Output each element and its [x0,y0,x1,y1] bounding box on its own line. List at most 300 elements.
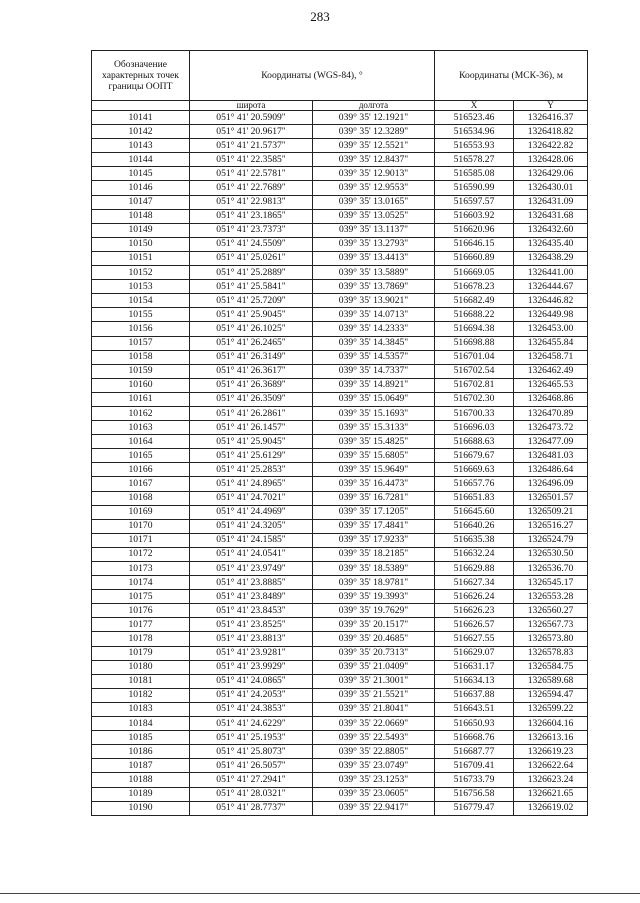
x-coord: 516631.17 [435,660,514,674]
y-coord: 1326553.28 [514,590,588,604]
x-coord: 516650.93 [435,717,514,731]
x-coord: 516603.92 [435,209,514,223]
longitude: 039° 35' 12.9553" [313,181,435,195]
longitude: 039° 35' 23.1253" [313,773,435,787]
latitude: 051° 41' 25.7209" [190,294,313,308]
latitude: 051° 41' 26.1457" [190,421,313,435]
table-row [92,350,588,364]
latitude: 051° 41' 26.3509" [190,392,313,406]
y-coord: 1326589.68 [514,674,588,688]
longitude: 039° 35' 13.9021" [313,294,435,308]
latitude: 051° 41' 25.2853" [190,463,313,477]
y-coord: 1326441.00 [514,266,588,280]
y-coord: 1326465.53 [514,378,588,392]
point-id: 10187 [92,759,190,773]
table-row [92,195,588,209]
latitude: 051° 41' 25.5841" [190,280,313,294]
table-row [92,646,588,660]
point-id: 10141 [92,111,190,125]
latitude: 051° 41' 24.3853" [190,702,313,716]
table-row [92,702,588,716]
latitude: 051° 41' 24.6229" [190,717,313,731]
point-id: 10182 [92,688,190,702]
latitude: 051° 41' 26.2861" [190,406,313,420]
longitude: 039° 35' 21.5521" [313,688,435,702]
point-id: 10155 [92,308,190,322]
latitude: 051° 41' 23.7373" [190,223,313,237]
latitude: 051° 41' 25.6129" [190,449,313,463]
x-coord: 516682.49 [435,294,514,308]
latitude: 051° 41' 23.8453" [190,604,313,618]
point-id: 10145 [92,167,190,181]
latitude: 051° 41' 24.0541" [190,547,313,561]
y-coord: 1326444.67 [514,280,588,294]
table-row [92,125,588,139]
longitude: 039° 35' 18.9781" [313,576,435,590]
x-coord: 516629.88 [435,562,514,576]
latitude: 051° 41' 24.3205" [190,519,313,533]
latitude: 051° 41' 25.0261" [190,251,313,265]
x-coord: 516756.58 [435,787,514,801]
table-row [92,336,588,350]
y-coord: 1326509.21 [514,505,588,519]
longitude: 039° 35' 23.0605" [313,787,435,801]
x-coord: 516645.60 [435,505,514,519]
longitude: 039° 35' 23.0749" [313,759,435,773]
latitude: 051° 41' 24.2053" [190,688,313,702]
latitude: 051° 41' 26.3149" [190,350,313,364]
longitude: 039° 35' 15.1693" [313,406,435,420]
y-coord: 1326432.60 [514,223,588,237]
longitude: 039° 35' 15.3133" [313,421,435,435]
point-id: 10174 [92,576,190,590]
longitude: 039° 35' 16.7281" [313,491,435,505]
x-coord: 516626.23 [435,604,514,618]
longitude: 039° 35' 13.2793" [313,237,435,251]
latitude: 051° 41' 24.7021" [190,491,313,505]
longitude: 039° 35' 15.9649" [313,463,435,477]
table-row [92,491,588,505]
header-longitude: долгота [313,101,435,111]
x-coord: 516698.88 [435,336,514,350]
latitude: 051° 41' 22.9813" [190,195,313,209]
longitude: 039° 35' 13.0165" [313,195,435,209]
longitude: 039° 35' 20.4685" [313,632,435,646]
x-coord: 516702.54 [435,364,514,378]
y-coord: 1326435.40 [514,237,588,251]
longitude: 039° 35' 15.4825" [313,435,435,449]
latitude: 051° 41' 24.1585" [190,533,313,547]
table-row [92,223,588,237]
latitude: 051° 41' 28.7737" [190,801,313,815]
point-id: 10158 [92,350,190,364]
point-id: 10154 [92,294,190,308]
point-id: 10152 [92,266,190,280]
x-coord: 516733.79 [435,773,514,787]
y-coord: 1326619.02 [514,801,588,815]
table-row [92,294,588,308]
header-blank [92,101,190,111]
table-row [92,421,588,435]
table-row [92,364,588,378]
page-number: 283 [310,9,330,24]
x-coord: 516627.34 [435,576,514,590]
table-row [92,477,588,491]
latitude: 051° 41' 24.8965" [190,477,313,491]
longitude: 039° 35' 14.5357" [313,350,435,364]
y-coord: 1326431.68 [514,209,588,223]
table-row [92,590,588,604]
table-row [92,505,588,519]
x-coord: 516660.89 [435,251,514,265]
longitude: 039° 35' 22.9417" [313,801,435,815]
latitude: 051° 41' 23.9281" [190,646,313,660]
y-coord: 1326584.75 [514,660,588,674]
latitude: 051° 41' 23.8489" [190,590,313,604]
x-coord: 516632.24 [435,547,514,561]
latitude: 051° 41' 27.2941" [190,773,313,787]
table-row [92,406,588,420]
y-coord: 1326470.89 [514,406,588,420]
longitude: 039° 35' 13.4413" [313,251,435,265]
point-id: 10151 [92,251,190,265]
point-id: 10171 [92,533,190,547]
latitude: 051° 41' 23.1865" [190,209,313,223]
table-row [92,139,588,153]
point-id: 10147 [92,195,190,209]
point-id: 10181 [92,674,190,688]
table-row [92,759,588,773]
longitude: 039° 35' 14.3845" [313,336,435,350]
point-id: 10177 [92,618,190,632]
table-row [92,660,588,674]
x-coord: 516679.67 [435,449,514,463]
header-wgs84: Координаты (WGS-84), ° [190,51,435,101]
y-coord: 1326428.06 [514,153,588,167]
longitude: 039° 35' 13.1137" [313,223,435,237]
y-coord: 1326453.00 [514,322,588,336]
header-latitude: широта [190,101,313,111]
point-id: 10146 [92,181,190,195]
longitude: 039° 35' 13.0525" [313,209,435,223]
point-id: 10184 [92,717,190,731]
point-id: 10179 [92,646,190,660]
x-coord: 516585.08 [435,167,514,181]
y-coord: 1326573.80 [514,632,588,646]
longitude: 039° 35' 12.5521" [313,139,435,153]
x-coord: 516701.04 [435,350,514,364]
longitude: 039° 35' 21.0409" [313,660,435,674]
header-x: X [435,101,514,111]
table-row [92,632,588,646]
table-row [92,773,588,787]
table-row [92,576,588,590]
table-row [92,308,588,322]
header-designation: Обозначение характерных точек границы ООПТ [92,51,190,101]
latitude: 051° 41' 23.8813" [190,632,313,646]
table-row [92,181,588,195]
table-row [92,111,588,125]
table-row [92,604,588,618]
y-coord: 1326613.16 [514,731,588,745]
x-coord: 516700.33 [435,406,514,420]
x-coord: 516669.05 [435,266,514,280]
latitude: 051° 41' 25.8073" [190,745,313,759]
x-coord: 516634.13 [435,674,514,688]
table-row [92,449,588,463]
y-coord: 1326545.17 [514,576,588,590]
point-id: 10161 [92,392,190,406]
longitude: 039° 35' 17.9233" [313,533,435,547]
x-coord: 516597.57 [435,195,514,209]
latitude: 051° 41' 23.8525" [190,618,313,632]
longitude: 039° 35' 12.9013" [313,167,435,181]
table-row [92,745,588,759]
table-row [92,237,588,251]
latitude: 051° 41' 24.0865" [190,674,313,688]
y-coord: 1326536.70 [514,562,588,576]
longitude: 039° 35' 15.6805" [313,449,435,463]
y-coord: 1326462.49 [514,364,588,378]
x-coord: 516640.26 [435,519,514,533]
table-row [92,674,588,688]
point-id: 10173 [92,562,190,576]
table-row [92,209,588,223]
x-coord: 516688.22 [435,308,514,322]
longitude: 039° 35' 22.5493" [313,731,435,745]
y-coord: 1326594.47 [514,688,588,702]
point-id: 10180 [92,660,190,674]
longitude: 039° 35' 13.5889" [313,266,435,280]
point-id: 10148 [92,209,190,223]
latitude: 051° 41' 26.3689" [190,378,313,392]
table-row [92,731,588,745]
longitude: 039° 35' 16.4473" [313,477,435,491]
point-id: 10160 [92,378,190,392]
point-id: 10170 [92,519,190,533]
latitude: 051° 41' 25.1953" [190,731,313,745]
y-coord: 1326418.82 [514,125,588,139]
table-row [92,167,588,181]
longitude: 039° 35' 14.8921" [313,378,435,392]
table-row [92,547,588,561]
table-row [92,322,588,336]
point-id: 10149 [92,223,190,237]
point-id: 10163 [92,421,190,435]
x-coord: 516590.99 [435,181,514,195]
bottom-rule [0,893,640,894]
table-row [92,533,588,547]
x-coord: 516643.51 [435,702,514,716]
point-id: 10156 [92,322,190,336]
latitude: 051° 41' 24.4969" [190,505,313,519]
y-coord: 1326622.64 [514,759,588,773]
x-coord: 516651.83 [435,491,514,505]
table-row [92,618,588,632]
point-id: 10185 [92,731,190,745]
point-id: 10188 [92,773,190,787]
table-row [92,519,588,533]
longitude: 039° 35' 12.8437" [313,153,435,167]
point-id: 10186 [92,745,190,759]
table-row [92,280,588,294]
longitude: 039° 35' 20.7313" [313,646,435,660]
longitude: 039° 35' 14.0713" [313,308,435,322]
y-coord: 1326446.82 [514,294,588,308]
point-id: 10162 [92,406,190,420]
table-row [92,562,588,576]
point-id: 10144 [92,153,190,167]
x-coord: 516626.24 [435,590,514,604]
x-coord: 516627.55 [435,632,514,646]
longitude: 039° 35' 21.8041" [313,702,435,716]
longitude: 039° 35' 12.3289" [313,125,435,139]
latitude: 051° 41' 22.3585" [190,153,313,167]
point-id: 10167 [92,477,190,491]
x-coord: 516635.38 [435,533,514,547]
table-row [92,153,588,167]
x-coord: 516553.93 [435,139,514,153]
latitude: 051° 41' 22.7689" [190,181,313,195]
y-coord: 1326486.64 [514,463,588,477]
longitude: 039° 35' 21.3001" [313,674,435,688]
y-coord: 1326619.23 [514,745,588,759]
y-coord: 1326621.65 [514,787,588,801]
point-id: 10166 [92,463,190,477]
y-coord: 1326458.71 [514,350,588,364]
x-coord: 516534.96 [435,125,514,139]
latitude: 051° 41' 26.1025" [190,322,313,336]
y-coord: 1326422.82 [514,139,588,153]
table-row [92,266,588,280]
latitude: 051° 41' 23.9929" [190,660,313,674]
x-coord: 516620.96 [435,223,514,237]
y-coord: 1326599.22 [514,702,588,716]
x-coord: 516637.88 [435,688,514,702]
y-coord: 1326578.83 [514,646,588,660]
y-coord: 1326530.50 [514,547,588,561]
x-coord: 516694.38 [435,322,514,336]
y-coord: 1326429.06 [514,167,588,181]
y-coord: 1326473.72 [514,421,588,435]
y-coord: 1326501.57 [514,491,588,505]
table-row [92,717,588,731]
x-coord: 516688.63 [435,435,514,449]
x-coord: 516646.15 [435,237,514,251]
longitude: 039° 35' 14.7337" [313,364,435,378]
latitude: 051° 41' 26.5057" [190,759,313,773]
y-coord: 1326438.29 [514,251,588,265]
latitude: 051° 41' 23.9749" [190,562,313,576]
y-coord: 1326623.24 [514,773,588,787]
y-coord: 1326477.09 [514,435,588,449]
x-coord: 516702.30 [435,392,514,406]
point-id: 10164 [92,435,190,449]
point-id: 10189 [92,787,190,801]
x-coord: 516657.76 [435,477,514,491]
point-id: 10172 [92,547,190,561]
y-coord: 1326516.27 [514,519,588,533]
longitude: 039° 35' 14.2333" [313,322,435,336]
latitude: 051° 41' 25.9045" [190,435,313,449]
x-coord: 516626.57 [435,618,514,632]
table-row [92,392,588,406]
longitude: 039° 35' 17.4841" [313,519,435,533]
point-id: 10165 [92,449,190,463]
longitude: 039° 35' 19.7629" [313,604,435,618]
latitude: 051° 41' 26.2465" [190,336,313,350]
latitude: 051° 41' 26.3617" [190,364,313,378]
y-coord: 1326481.03 [514,449,588,463]
point-id: 10153 [92,280,190,294]
latitude: 051° 41' 25.2889" [190,266,313,280]
latitude: 051° 41' 24.5509" [190,237,313,251]
table-row [92,463,588,477]
y-coord: 1326455.84 [514,336,588,350]
point-id: 10159 [92,364,190,378]
header-y: Y [514,101,588,111]
longitude: 039° 35' 13.7869" [313,280,435,294]
y-coord: 1326416.37 [514,111,588,125]
table-row [92,435,588,449]
latitude: 051° 41' 21.5737" [190,139,313,153]
header-msk36: Координаты (МСК-36), м [435,51,588,101]
x-coord: 516709.41 [435,759,514,773]
longitude: 039° 35' 19.3993" [313,590,435,604]
point-id: 10168 [92,491,190,505]
y-coord: 1326430.01 [514,181,588,195]
latitude: 051° 41' 28.0321" [190,787,313,801]
point-id: 10157 [92,336,190,350]
x-coord: 516779.47 [435,801,514,815]
table-row [92,787,588,801]
longitude: 039° 35' 18.5389" [313,562,435,576]
x-coord: 516696.03 [435,421,514,435]
point-id: 10183 [92,702,190,716]
y-coord: 1326524.79 [514,533,588,547]
latitude: 051° 41' 22.5781" [190,167,313,181]
x-coord: 516523.46 [435,111,514,125]
table-row [92,688,588,702]
coordinates-table [91,50,588,816]
y-coord: 1326449.98 [514,308,588,322]
point-id: 10175 [92,590,190,604]
longitude: 039° 35' 12.1921" [313,111,435,125]
latitude: 051° 41' 23.8885" [190,576,313,590]
y-coord: 1326560.27 [514,604,588,618]
table-row [92,251,588,265]
point-id: 10169 [92,505,190,519]
longitude: 039° 35' 20.1517" [313,618,435,632]
x-coord: 516678.23 [435,280,514,294]
point-id: 10143 [92,139,190,153]
y-coord: 1326431.09 [514,195,588,209]
latitude: 051° 41' 20.5909" [190,111,313,125]
y-coord: 1326567.73 [514,618,588,632]
point-id: 10142 [92,125,190,139]
x-coord: 516578.27 [435,153,514,167]
x-coord: 516629.07 [435,646,514,660]
x-coord: 516668.76 [435,731,514,745]
longitude: 039° 35' 15.0649" [313,392,435,406]
latitude: 051° 41' 25.9045" [190,308,313,322]
table-row [92,801,588,815]
y-coord: 1326496.09 [514,477,588,491]
point-id: 10176 [92,604,190,618]
table-row [92,378,588,392]
point-id: 10150 [92,237,190,251]
longitude: 039° 35' 17.1205" [313,505,435,519]
